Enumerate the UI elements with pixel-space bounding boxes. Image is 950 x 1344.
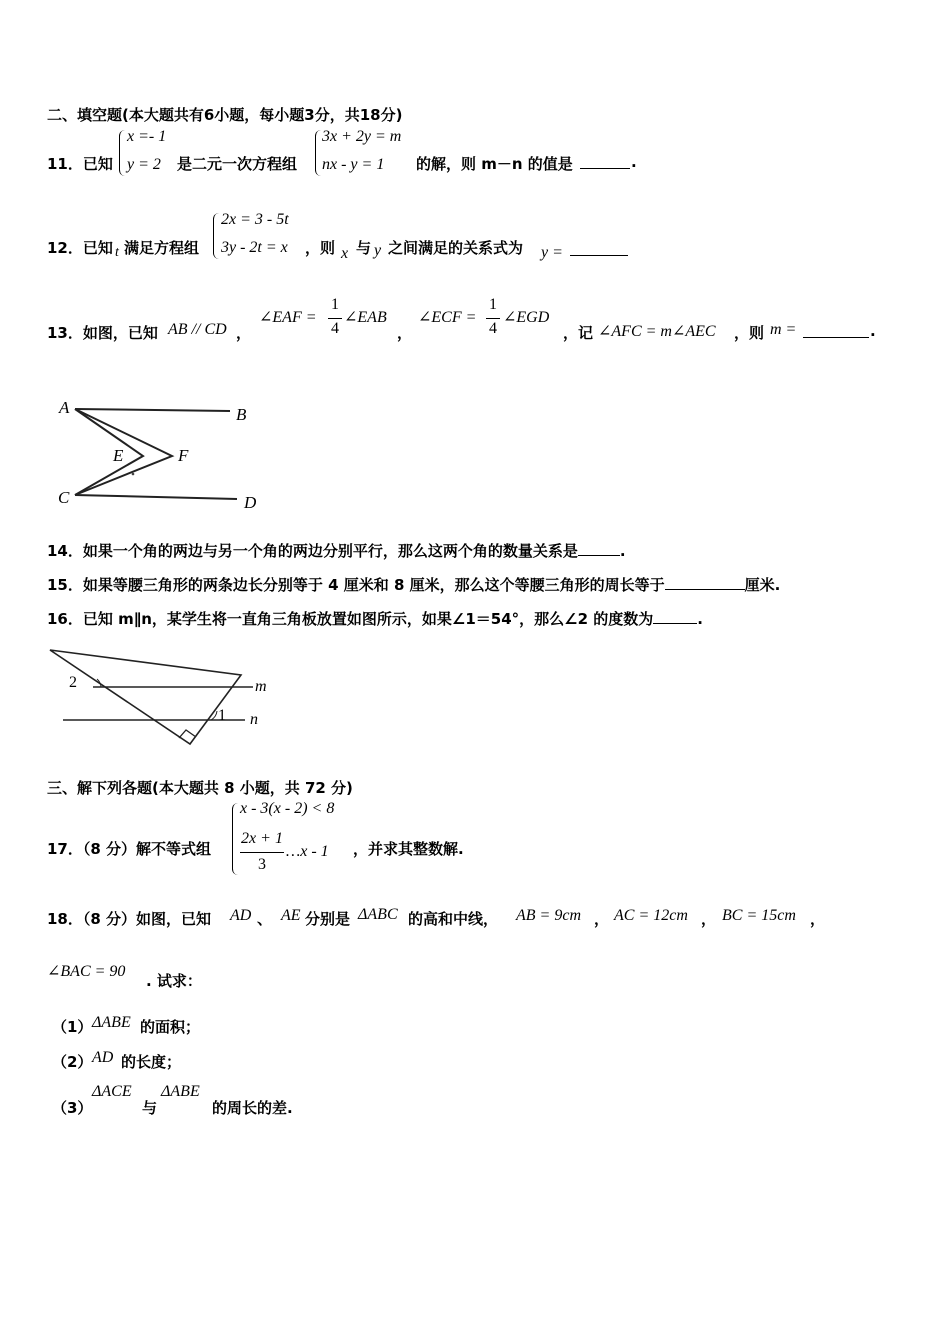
- q11-brace-1: [119, 130, 125, 176]
- q12-brace: [213, 213, 219, 259]
- q15-unit: 厘米.: [744, 576, 781, 594]
- label-f: F: [178, 446, 189, 465]
- q12-var-x: x: [341, 245, 349, 262]
- q13-comma-2: ，: [397, 324, 413, 342]
- q18-comma-2: ，: [701, 910, 717, 928]
- q18-ab: AB = 9cm: [516, 907, 581, 924]
- q18-part3-math2: ΔABE: [161, 1083, 200, 1100]
- q18-part3-math1: ΔACE: [92, 1083, 132, 1100]
- right-angle-mark: [179, 730, 196, 738]
- q13-ecf-left: ∠ECF =: [418, 309, 477, 326]
- q17-tail: ，并求其整数解.: [353, 840, 464, 858]
- q12-answer-blank[interactable]: [570, 241, 628, 256]
- q14-answer-blank[interactable]: [578, 541, 620, 556]
- q13-frac2-bar: [486, 318, 500, 319]
- section3-heading: 三、解下列各题(本大题共 8 小题，共 72 分): [47, 779, 353, 797]
- q18-ae: AE: [281, 907, 301, 924]
- label-e: E: [113, 446, 124, 465]
- q13-end: .: [870, 322, 876, 340]
- q12-y-equals: y =: [541, 244, 563, 261]
- label-n: n: [250, 711, 258, 728]
- q11-system1-line2: y = 2: [127, 156, 161, 173]
- label-2: 2: [69, 674, 77, 691]
- q12-then: ，则: [305, 239, 336, 257]
- q12-var-y: y: [374, 242, 382, 259]
- line-cd: [75, 495, 237, 499]
- point-g: [132, 473, 135, 476]
- q17-frac-num: 2x + 1: [241, 830, 283, 847]
- q15-text: 15．如果等腰三角形的两条边长分别等于 4 厘米和 8 厘米，那么这个等腰三角形的周长等于: [47, 576, 665, 594]
- q12-number: 12．已知: [47, 239, 113, 257]
- question-15: [47, 574, 780, 595]
- q13-answer-blank[interactable]: [803, 323, 869, 338]
- q12-mid: 满足方程组: [124, 239, 200, 257]
- q18-part2-math: AD: [92, 1049, 114, 1066]
- q18-part3-number: （3）: [52, 1099, 93, 1117]
- q13-eaf-left: ∠EAF =: [259, 309, 317, 326]
- q17-number: 17．（8 分）解不等式组: [47, 840, 212, 858]
- q16-end: .: [697, 610, 703, 628]
- q13-afc: ∠AFC = m∠AEC: [598, 323, 716, 340]
- q13-then: ，则: [734, 324, 765, 342]
- figure-13: [50, 395, 270, 520]
- q12-var-t: t: [115, 245, 119, 260]
- q12-relation-text: 之间满足的关系式为: [388, 239, 524, 257]
- q18-mid: 分别是: [305, 910, 351, 928]
- q18-comma-3: ，: [810, 910, 826, 928]
- q17-line1: x - 3(x - 2) < 8: [240, 800, 335, 817]
- q13-eaf-right: ∠EAB: [344, 309, 387, 326]
- q13-frac2-den: 4: [489, 320, 497, 337]
- q18-angle-bac: ∠BAC = 90: [47, 963, 126, 980]
- q13-m-equals: m =: [770, 321, 797, 338]
- q11-system1-line1: x =- 1: [127, 128, 167, 145]
- section2-heading: 二、填空题(本大题共有6小题，每小题3分，共18分): [47, 106, 403, 124]
- line-afc: [75, 409, 172, 495]
- triangle-ruler: [50, 650, 241, 744]
- q11-system2-line1: 3x + 2y = m: [322, 128, 402, 145]
- q13-frac2-num: 1: [489, 296, 497, 313]
- q14-text: 14．如果一个角的两边与另一个角的两边分别平行，那么这两个角的数量关系是: [47, 542, 578, 560]
- label-a: A: [59, 398, 70, 417]
- q18-bc: BC = 15cm: [722, 907, 796, 924]
- q11-system2-line2: nx - y = 1: [322, 156, 385, 173]
- q18-sep: 、: [257, 910, 273, 928]
- q18-number: 18．（8 分）如图，已知: [47, 910, 212, 928]
- q13-parallel: AB // CD: [168, 321, 227, 338]
- label-d: D: [244, 493, 257, 512]
- label-c: C: [58, 488, 70, 507]
- label-b: B: [236, 405, 247, 424]
- q18-triangle-abc: ΔABC: [358, 906, 398, 923]
- q18-part3-and: 与: [142, 1099, 158, 1117]
- figure-16: [45, 645, 275, 750]
- q18-part1-text: 的面积；: [140, 1018, 201, 1036]
- q11-tail: 的解，则 m－n 的值是: [416, 155, 573, 173]
- q13-number: 13．如图，已知: [47, 324, 158, 342]
- q11-number: 11．已知: [47, 155, 113, 173]
- label-m: m: [255, 678, 267, 695]
- line-ab: [75, 409, 230, 411]
- q18-part3-text: 的周长的差.: [212, 1099, 293, 1117]
- q11-answer-blank[interactable]: [580, 154, 630, 169]
- q18-part2-text: 的长度；: [121, 1053, 182, 1071]
- q13-comma-1: ，: [236, 324, 252, 342]
- q14-end: .: [619, 542, 626, 560]
- q18-part2-number: （2）: [52, 1053, 93, 1071]
- q13-frac1-bar: [328, 318, 342, 319]
- q17-frac-den: 3: [258, 856, 266, 873]
- q18-part1-number: （1）: [52, 1018, 93, 1036]
- q13-ecf-right: ∠EGD: [503, 309, 550, 326]
- q16-text: 16．已知 m∥n，某学生将一直角三角板放置如图所示，如果∠1＝54°，那么∠2 的度数为: [47, 610, 654, 628]
- q12-system-line1: 2x = 3 - 5t: [221, 211, 289, 228]
- q18-ac: AC = 12cm: [614, 907, 688, 924]
- q12-and: 与: [356, 239, 372, 257]
- question-16: [47, 608, 703, 629]
- q17-rhs: …x - 1: [286, 843, 329, 860]
- q13-frac1-num: 1: [331, 296, 339, 313]
- q16-answer-blank[interactable]: [653, 609, 697, 624]
- question-14: [47, 540, 626, 561]
- q11-mid-text: 是二元一次方程组: [177, 155, 298, 173]
- q18-ad: AD: [230, 907, 252, 924]
- q18-tail: 的高和中线，: [408, 910, 499, 928]
- q11-end: .: [631, 153, 637, 171]
- q17-frac-bar: [240, 852, 284, 853]
- q13-frac1-den: 4: [331, 320, 339, 337]
- label-1: 1: [218, 707, 226, 724]
- q12-system-line2: 3y - 2t = x: [221, 239, 288, 256]
- q18-shi: . 试求：: [146, 972, 202, 990]
- q18-comma-1: ，: [594, 910, 610, 928]
- q13-ji: ，记: [563, 324, 594, 342]
- q11-brace-2: [315, 130, 321, 176]
- q18-part1-math: ΔABE: [92, 1014, 131, 1031]
- q15-answer-blank[interactable]: [665, 575, 745, 590]
